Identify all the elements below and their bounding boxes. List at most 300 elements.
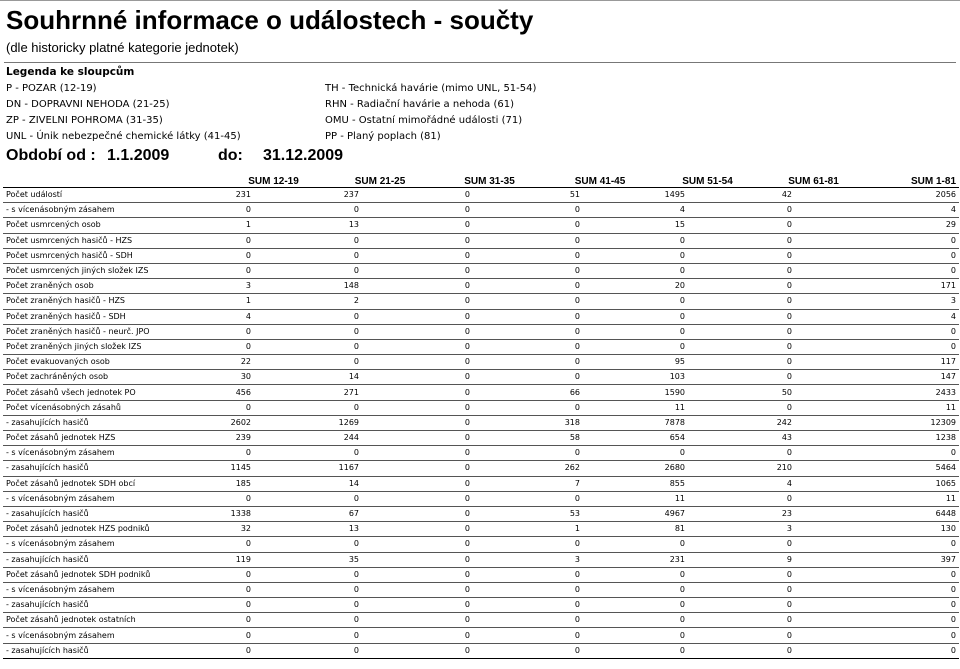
legend-item: DN - DOPRAVNI NEHODA (21-25) (6, 99, 170, 110)
cell-value: 2056 (867, 188, 959, 203)
cell-value: 1 (221, 218, 326, 233)
cell-value: 0 (434, 339, 545, 354)
cell-value: 0 (760, 203, 867, 218)
table-row (3, 582, 959, 597)
cell-value: 185 (221, 476, 326, 491)
cell-value: 0 (867, 339, 959, 354)
row-label: Počet zraněných hasičů - SDH (3, 309, 221, 324)
cell-value: 0 (434, 522, 545, 537)
legend-divider (4, 62, 956, 63)
cell-value: 0 (545, 248, 655, 263)
legend-item: OMU - Ostatní mimořádné události (71) (325, 115, 523, 126)
column-header: SUM 21-25 (326, 172, 434, 188)
legend-item: UNL - Únik nebezpečné chemické látky (41-45) (6, 131, 241, 142)
top-rule (0, 0, 960, 1)
table-row (3, 446, 959, 461)
cell-value: 12309 (867, 415, 959, 430)
cell-value: 242 (760, 415, 867, 430)
cell-value: 0 (867, 324, 959, 339)
table-row (3, 309, 959, 324)
cell-value: 0 (760, 339, 867, 354)
cell-value: 0 (867, 613, 959, 628)
row-label: Počet zásahů všech jednotek PO (3, 385, 221, 400)
cell-value: 50 (760, 385, 867, 400)
cell-value: 0 (867, 582, 959, 597)
cell-value: 0 (545, 324, 655, 339)
table-header-row (3, 172, 959, 188)
cell-value: 456 (221, 385, 326, 400)
legend-right-column (325, 81, 536, 145)
row-label: Počet usmrcených osob (3, 218, 221, 233)
cell-value: 0 (434, 613, 545, 628)
cell-value: 1269 (326, 415, 434, 430)
row-label: - zasahujících hasičů (3, 415, 221, 430)
cell-value: 95 (655, 355, 760, 370)
cell-value: 0 (434, 628, 545, 643)
cell-value: 11 (867, 400, 959, 415)
cell-value: 9 (760, 552, 867, 567)
table-row (3, 567, 959, 582)
cell-value: 0 (545, 203, 655, 218)
cell-value: 231 (655, 552, 760, 567)
table-row (3, 506, 959, 521)
legend-item: TH - Technická havárie (mimo UNL, 51-54) (325, 83, 537, 94)
legend-item: RHN - Radiační havárie a nehoda (61) (325, 99, 514, 110)
table-row (3, 400, 959, 415)
cell-value: 4 (221, 309, 326, 324)
legend-item: ZP - ZIVELNI POHROMA (31-35) (6, 115, 163, 126)
cell-value: 1238 (867, 431, 959, 446)
table-row (3, 613, 959, 628)
row-label: - zasahujících hasičů (3, 643, 221, 658)
row-label: Počet vícenásobných zásahů (3, 400, 221, 415)
cell-value: 171 (867, 279, 959, 294)
cell-value: 0 (221, 446, 326, 461)
cell-value: 0 (760, 324, 867, 339)
cell-value: 0 (326, 446, 434, 461)
cell-value: 0 (760, 446, 867, 461)
row-label: - zasahujících hasičů (3, 598, 221, 613)
cell-value: 3 (545, 552, 655, 567)
cell-value: 244 (326, 431, 434, 446)
legend-heading: Legenda ke sloupcům (6, 66, 135, 78)
cell-value: 0 (867, 233, 959, 248)
cell-value: 0 (545, 218, 655, 233)
cell-value: 0 (326, 233, 434, 248)
row-label: - s vícenásobným zásahem (3, 628, 221, 643)
cell-value: 0 (760, 613, 867, 628)
cell-value: 0 (545, 446, 655, 461)
cell-value: 14 (326, 370, 434, 385)
cell-value: 0 (434, 355, 545, 370)
cell-value: 0 (326, 203, 434, 218)
table-row (3, 218, 959, 233)
cell-value: 0 (434, 294, 545, 309)
cell-value: 0 (326, 598, 434, 613)
cell-value: 0 (760, 628, 867, 643)
cell-value: 0 (434, 537, 545, 552)
row-label: Počet usmrcených jiných složek IZS (3, 263, 221, 278)
cell-value: 0 (655, 233, 760, 248)
cell-value: 15 (655, 218, 760, 233)
cell-value: 0 (434, 643, 545, 658)
cell-value: 0 (434, 415, 545, 430)
cell-value: 6448 (867, 506, 959, 521)
cell-value: 0 (760, 233, 867, 248)
cell-value: 0 (221, 613, 326, 628)
table-row (3, 355, 959, 370)
cell-value: 0 (655, 339, 760, 354)
cell-value: 147 (867, 370, 959, 385)
row-label: Počet usmrcených hasičů - SDH (3, 248, 221, 263)
cell-value: 0 (434, 461, 545, 476)
column-header: SUM 41-45 (545, 172, 655, 188)
table-row (3, 598, 959, 613)
cell-value: 0 (655, 446, 760, 461)
cell-value: 0 (760, 355, 867, 370)
cell-value: 0 (326, 582, 434, 597)
cell-value: 0 (867, 263, 959, 278)
cell-value: 0 (434, 552, 545, 567)
cell-value: 0 (434, 446, 545, 461)
row-label: Počet zachráněných osob (3, 370, 221, 385)
cell-value: 0 (221, 598, 326, 613)
cell-value: 0 (326, 537, 434, 552)
row-label: - s vícenásobným zásahem (3, 491, 221, 506)
row-label: - zasahujících hasičů (3, 506, 221, 521)
cell-value: 7878 (655, 415, 760, 430)
cell-value: 0 (221, 339, 326, 354)
cell-value: 43 (760, 431, 867, 446)
cell-value: 11 (655, 491, 760, 506)
cell-value: 0 (655, 263, 760, 278)
cell-value: 397 (867, 552, 959, 567)
cell-value: 53 (545, 506, 655, 521)
cell-value: 0 (326, 628, 434, 643)
cell-value: 0 (326, 643, 434, 658)
cell-value: 0 (434, 233, 545, 248)
cell-value: 11 (867, 491, 959, 506)
cell-value: 0 (760, 400, 867, 415)
row-label: Počet zraněných hasičů - HZS (3, 294, 221, 309)
cell-value: 262 (545, 461, 655, 476)
cell-value: 32 (221, 522, 326, 537)
cell-value: 67 (326, 506, 434, 521)
table-row (3, 461, 959, 476)
cell-value: 66 (545, 385, 655, 400)
cell-value: 0 (434, 431, 545, 446)
cell-value: 0 (867, 537, 959, 552)
cell-value: 0 (867, 567, 959, 582)
row-label: Počet zraněných osob (3, 279, 221, 294)
table-row (3, 188, 959, 203)
legend-item: P - POZAR (12-19) (6, 83, 97, 94)
cell-value: 0 (655, 294, 760, 309)
cell-value: 0 (760, 598, 867, 613)
cell-value: 0 (545, 537, 655, 552)
cell-value: 0 (434, 567, 545, 582)
cell-value: 2433 (867, 385, 959, 400)
cell-value: 855 (655, 476, 760, 491)
cell-value: 42 (760, 188, 867, 203)
period-to-value: 31.12.2009 (263, 147, 344, 164)
cell-value: 130 (867, 522, 959, 537)
page-subtitle: (dle historicky platné kategorie jednotek) (6, 40, 239, 55)
cell-value: 0 (545, 613, 655, 628)
cell-value: 318 (545, 415, 655, 430)
cell-value: 0 (760, 309, 867, 324)
cell-value: 0 (221, 567, 326, 582)
row-label: Počet zraněných jiných složek IZS (3, 339, 221, 354)
cell-value: 0 (545, 294, 655, 309)
cell-value: 0 (545, 309, 655, 324)
cell-value: 0 (434, 188, 545, 203)
row-label: - s vícenásobným zásahem (3, 537, 221, 552)
cell-value: 51 (545, 188, 655, 203)
cell-value: 0 (326, 567, 434, 582)
table-row (3, 628, 959, 643)
row-label: Počet zásahů jednotek HZS podniků (3, 522, 221, 537)
cell-value: 0 (867, 248, 959, 263)
cell-value: 13 (326, 522, 434, 537)
cell-value: 0 (434, 248, 545, 263)
table-body (3, 188, 959, 659)
cell-value: 2 (326, 294, 434, 309)
cell-value: 0 (655, 537, 760, 552)
table-row (3, 431, 959, 446)
cell-value: 4 (867, 203, 959, 218)
table-row (3, 385, 959, 400)
cell-value: 119 (221, 552, 326, 567)
cell-value: 0 (434, 506, 545, 521)
cell-value: 1590 (655, 385, 760, 400)
legend-item: PP - Planý poplach (81) (325, 131, 441, 142)
cell-value: 237 (326, 188, 434, 203)
cell-value: 1065 (867, 476, 959, 491)
column-header: SUM 31-35 (434, 172, 545, 188)
cell-value: 0 (760, 582, 867, 597)
table-row (3, 279, 959, 294)
cell-value: 0 (760, 218, 867, 233)
table-row (3, 294, 959, 309)
row-label: Počet zraněných hasičů - neurč. JPO (3, 324, 221, 339)
cell-value: 20 (655, 279, 760, 294)
row-label: Počet zásahů jednotek HZS (3, 431, 221, 446)
cell-value: 0 (545, 400, 655, 415)
table-row (3, 324, 959, 339)
cell-value: 117 (867, 355, 959, 370)
row-label: - s vícenásobným zásahem (3, 446, 221, 461)
cell-value: 0 (434, 476, 545, 491)
cell-value: 0 (434, 385, 545, 400)
cell-value: 4 (867, 309, 959, 324)
cell-value: 0 (434, 203, 545, 218)
cell-value: 3 (221, 279, 326, 294)
cell-value: 0 (326, 263, 434, 278)
cell-value: 1495 (655, 188, 760, 203)
cell-value: 0 (545, 643, 655, 658)
cell-value: 2602 (221, 415, 326, 430)
column-header: SUM 61-81 (760, 172, 867, 188)
cell-value: 1 (545, 522, 655, 537)
cell-value: 30 (221, 370, 326, 385)
cell-value: 5464 (867, 461, 959, 476)
row-label: Počet zásahů jednotek SDH podniků (3, 567, 221, 582)
cell-value: 0 (545, 370, 655, 385)
cell-value: 81 (655, 522, 760, 537)
cell-value: 0 (221, 233, 326, 248)
cell-value: 4967 (655, 506, 760, 521)
cell-value: 0 (434, 491, 545, 506)
summary-table (3, 172, 959, 659)
cell-value: 0 (434, 598, 545, 613)
cell-value: 0 (326, 339, 434, 354)
cell-value: 0 (867, 446, 959, 461)
cell-value: 271 (326, 385, 434, 400)
cell-value: 0 (221, 628, 326, 643)
cell-value: 0 (760, 294, 867, 309)
cell-value: 0 (326, 400, 434, 415)
cell-value: 103 (655, 370, 760, 385)
cell-value: 4 (655, 203, 760, 218)
cell-value: 0 (221, 491, 326, 506)
cell-value: 654 (655, 431, 760, 446)
cell-value: 0 (221, 643, 326, 658)
page-title: Souhrnné informace o událostech - součty (6, 5, 534, 35)
cell-value: 0 (545, 233, 655, 248)
cell-value: 0 (326, 248, 434, 263)
cell-value: 0 (655, 628, 760, 643)
table-row (3, 552, 959, 567)
cell-value: 0 (434, 324, 545, 339)
cell-value: 0 (326, 324, 434, 339)
cell-value: 23 (760, 506, 867, 521)
table-row (3, 491, 959, 506)
cell-value: 0 (545, 491, 655, 506)
cell-value: 0 (760, 567, 867, 582)
cell-value: 3 (760, 522, 867, 537)
cell-value: 7 (545, 476, 655, 491)
cell-value: 1145 (221, 461, 326, 476)
column-header-label (3, 172, 221, 188)
legend-left-column (6, 81, 241, 145)
cell-value: 0 (655, 643, 760, 658)
cell-value: 35 (326, 552, 434, 567)
row-label: Počet usmrcených hasičů - HZS (3, 233, 221, 248)
column-header: SUM 12-19 (221, 172, 326, 188)
table-row (3, 643, 959, 658)
cell-value: 0 (655, 324, 760, 339)
cell-value: 58 (545, 431, 655, 446)
cell-value: 0 (655, 613, 760, 628)
table-row (3, 263, 959, 278)
table-row (3, 537, 959, 552)
cell-value: 210 (760, 461, 867, 476)
cell-value: 0 (867, 628, 959, 643)
table-row (3, 233, 959, 248)
cell-value: 1338 (221, 506, 326, 521)
column-header: SUM 1-81 (867, 172, 959, 188)
cell-value: 0 (760, 248, 867, 263)
row-label: Počet zásahů jednotek ostatních (3, 613, 221, 628)
cell-value: 13 (326, 218, 434, 233)
row-label: Počet zásahů jednotek SDH obcí (3, 476, 221, 491)
cell-value: 0 (326, 491, 434, 506)
cell-value: 0 (221, 203, 326, 218)
cell-value: 0 (760, 263, 867, 278)
table-row (3, 203, 959, 218)
cell-value: 239 (221, 431, 326, 446)
cell-value: 148 (326, 279, 434, 294)
cell-value: 0 (326, 309, 434, 324)
cell-value: 0 (867, 598, 959, 613)
cell-value: 0 (221, 324, 326, 339)
cell-value: 0 (221, 582, 326, 597)
cell-value: 0 (221, 400, 326, 415)
cell-value: 0 (545, 567, 655, 582)
column-header: SUM 51-54 (655, 172, 760, 188)
cell-value: 0 (434, 279, 545, 294)
cell-value: 0 (545, 582, 655, 597)
cell-value: 0 (655, 582, 760, 597)
cell-value: 0 (545, 263, 655, 278)
table-row (3, 522, 959, 537)
period-to-label: do: (218, 147, 243, 164)
period-from-value: 1.1.2009 (107, 147, 170, 164)
row-label: - zasahujících hasičů (3, 461, 221, 476)
cell-value: 0 (434, 218, 545, 233)
cell-value: 0 (655, 248, 760, 263)
cell-value: 0 (434, 309, 545, 324)
cell-value: 0 (655, 309, 760, 324)
period-from-label: Období od : (6, 147, 96, 164)
cell-value: 0 (760, 279, 867, 294)
cell-value: 0 (760, 491, 867, 506)
table-row (3, 415, 959, 430)
cell-value: 0 (221, 263, 326, 278)
cell-value: 0 (760, 643, 867, 658)
cell-value: 0 (545, 598, 655, 613)
cell-value: 0 (545, 339, 655, 354)
cell-value: 0 (545, 355, 655, 370)
cell-value: 0 (434, 582, 545, 597)
cell-value: 0 (326, 613, 434, 628)
cell-value: 0 (760, 370, 867, 385)
cell-value: 0 (434, 370, 545, 385)
cell-value: 0 (655, 567, 760, 582)
cell-value: 14 (326, 476, 434, 491)
row-label: - s vícenásobným zásahem (3, 582, 221, 597)
cell-value: 0 (326, 355, 434, 370)
cell-value: 0 (760, 537, 867, 552)
row-label: - s vícenásobným zásahem (3, 203, 221, 218)
row-label: - zasahujících hasičů (3, 552, 221, 567)
cell-value: 231 (221, 188, 326, 203)
cell-value: 1 (221, 294, 326, 309)
cell-value: 0 (655, 598, 760, 613)
row-label: Počet událostí (3, 188, 221, 203)
cell-value: 0 (434, 400, 545, 415)
cell-value: 0 (434, 263, 545, 278)
table-row (3, 370, 959, 385)
table-row (3, 339, 959, 354)
cell-value: 29 (867, 218, 959, 233)
row-label: Počet evakuovaných osob (3, 355, 221, 370)
cell-value: 0 (545, 279, 655, 294)
cell-value: 4 (760, 476, 867, 491)
cell-value: 0 (221, 537, 326, 552)
cell-value: 0 (867, 643, 959, 658)
